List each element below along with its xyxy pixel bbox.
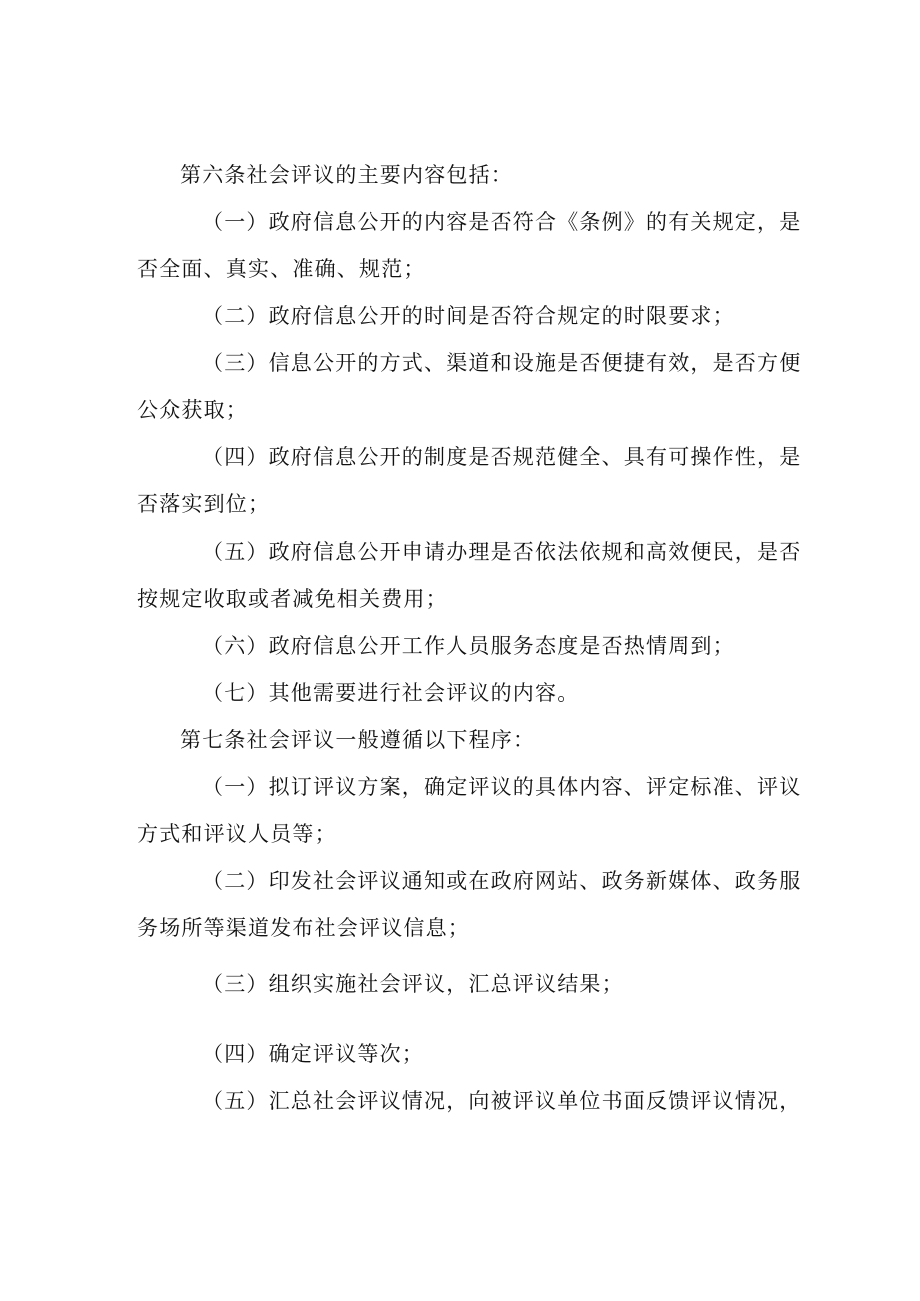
clause-7-5-line-1: （五）汇总社会评议情况，向被评议单位书面反馈评议情况， bbox=[202, 1089, 802, 1113]
clause-6-2: （二）政府信息公开的时间是否符合规定的时限要求； bbox=[202, 304, 735, 328]
clause-7-2-line-2: 务场所等渠道发布社会评议信息； bbox=[137, 916, 470, 940]
clause-6-5-line-2: 按规定收取或者减免相关费用； bbox=[137, 587, 448, 611]
clause-6-1-line-2: 否全面、真实、准确、规范； bbox=[137, 257, 426, 281]
clause-6-4-line-1: （四）政府信息公开的制度是否规范健全、具有可操作性，是 bbox=[202, 445, 802, 469]
clause-6-4-line-2: 否落实到位； bbox=[137, 492, 271, 516]
clause-6-3-line-1: （三）信息公开的方式、渠道和设施是否便捷有效，是否方便 bbox=[202, 351, 802, 375]
article-6-heading: 第六条社会评议的主要内容包括： bbox=[180, 163, 513, 187]
article-7-heading: 第七条社会评议一般遵循以下程序： bbox=[180, 728, 536, 752]
clause-6-7: （七）其他需要进行社会评议的内容。 bbox=[202, 681, 580, 705]
clause-7-4: （四）确定评议等次； bbox=[202, 1042, 424, 1066]
clause-7-1-line-2: 方式和评议人员等； bbox=[137, 822, 337, 846]
clause-7-2-line-1: （二）印发社会评议通知或在政府网站、政务新媒体、政务服 bbox=[202, 869, 802, 893]
clause-6-3-line-2: 公众获取； bbox=[137, 398, 248, 422]
clause-6-6: （六）政府信息公开工作人员服务态度是否热情周到； bbox=[202, 634, 735, 658]
clause-7-3: （三）组织实施社会评议，汇总评议结果； bbox=[202, 972, 624, 996]
clause-7-1-line-1: （一）拟订评议方案，确定评议的具体内容、评定标准、评议 bbox=[202, 775, 802, 799]
clause-6-5-line-1: （五）政府信息公开申请办理是否依法依规和高效便民，是否 bbox=[202, 540, 802, 564]
clause-6-1-line-1: （一）政府信息公开的内容是否符合《条例》的有关规定，是 bbox=[202, 210, 802, 234]
